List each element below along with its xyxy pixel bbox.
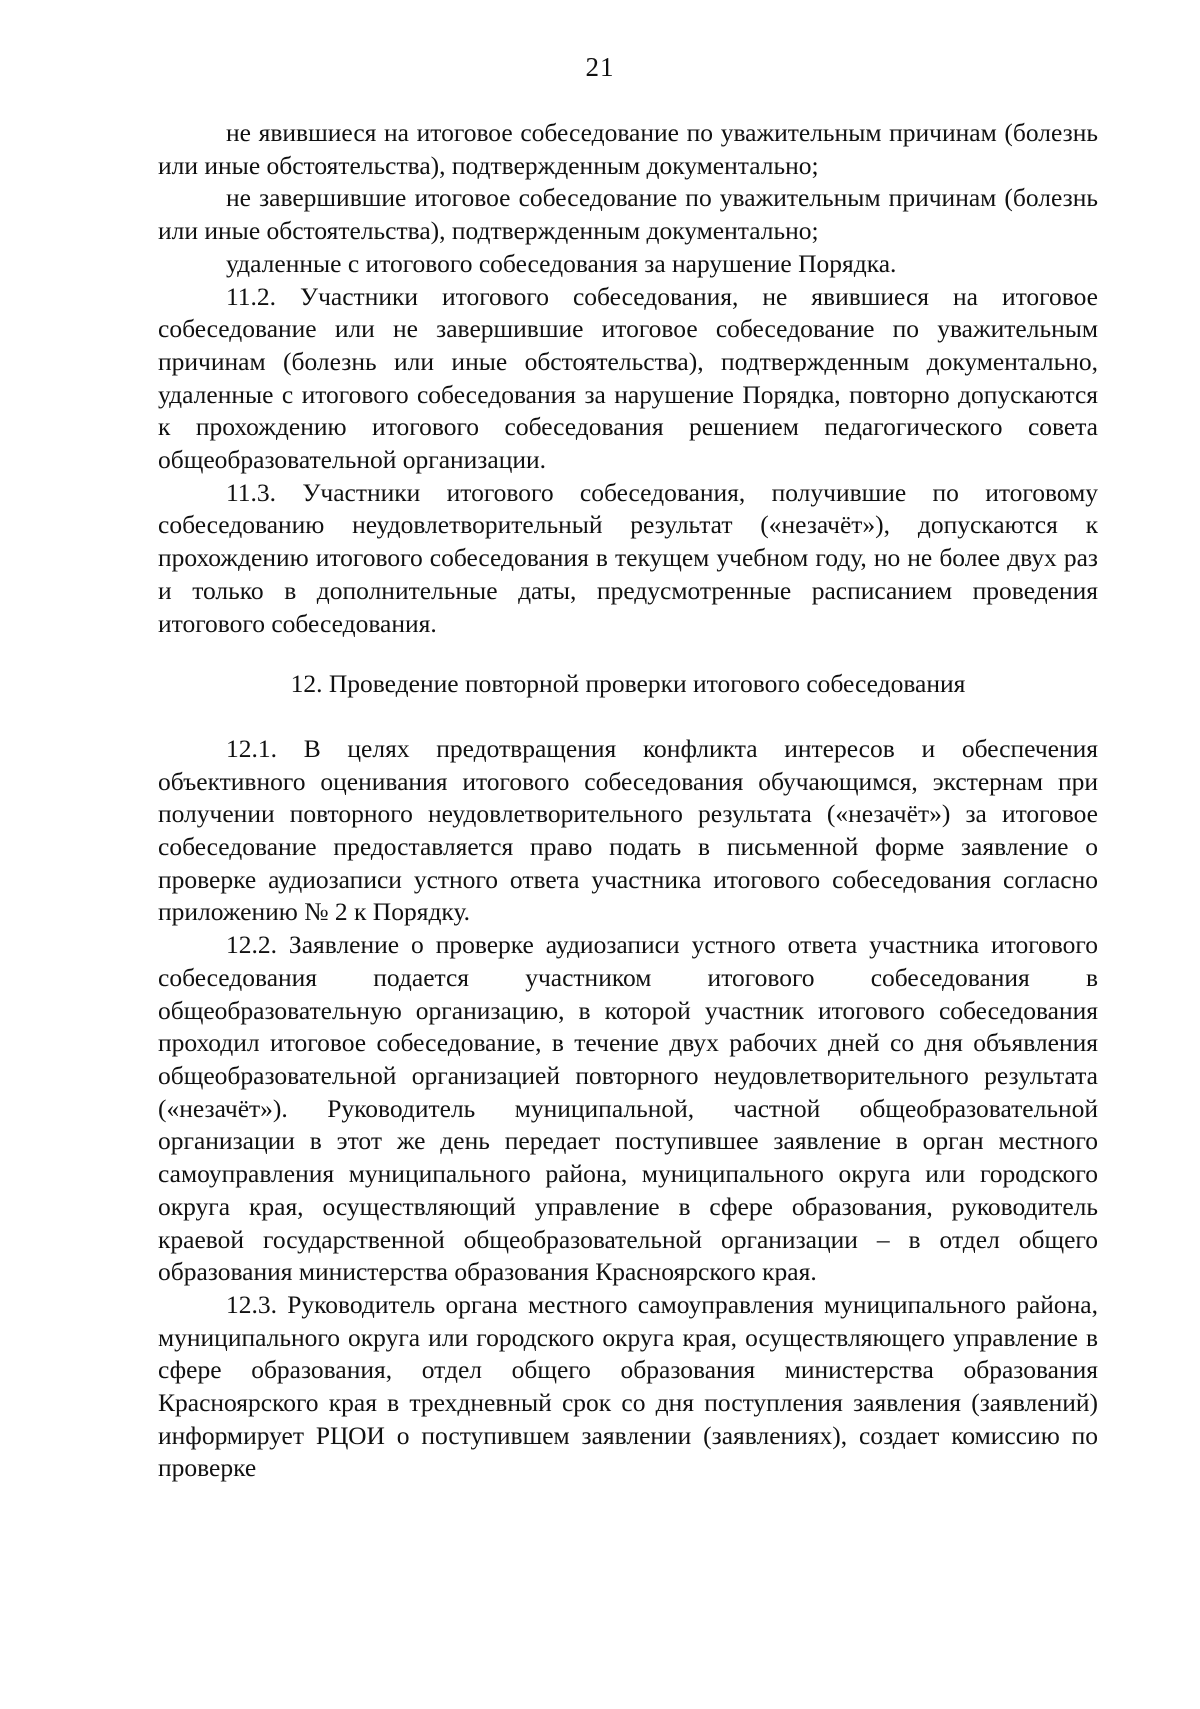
paragraph-11-3: 11.3. Участники итогового собеседования, получившие по итоговому собеседованию неудовлетворительный результат («незачёт»), допускаются к прохождению итогового собеседования в текущем учебном году, но не более двух раз и только в дополнительные даты, предусмотренные расписанием проведения итогового собеседования. bbox=[158, 477, 1098, 638]
paragraph-not-appeared: не явившиеся на итоговое собеседование по уважительным причинам (болезнь или иные обстоятельства), подтвержденным документально; bbox=[158, 118, 1098, 180]
paragraph-12-1: 12.1. В целях предотвращения конфликта интересов и обеспечения объективного оценивания итогового собеседования обучающимся, экстернам при получении повторного неудовлетворительного результата («незачёт») за итоговое собеседование предоставляется право подать в письменной форме заявление о проверке аудиозаписи устного ответа участника итогового собеседования согласно приложению № 2 к Порядку. bbox=[158, 733, 1098, 927]
paragraph-removed: удаленные с итогового собеседования за нарушение Порядка. bbox=[226, 248, 897, 278]
page-number: 21 bbox=[585, 52, 615, 82]
document-body bbox=[158, 117, 1098, 1485]
paragraph-11-2: 11.2. Участники итогового собеседования, не явившиеся на итоговое собеседование или не завершившие итоговое собеседование по уважительным причинам (болезнь или иные обстоятельства), подтвержденным документально, удаленные с итогового собеседования за нарушение Порядка, повторно допускаются к прохождению итогового собеседования решением педагогического совета общеобразовательной организации. bbox=[158, 281, 1098, 475]
paragraph-not-completed: не завершившие итоговое собеседование по уважительным причинам (болезнь или иные обстоятельства), подтвержденным документально; bbox=[158, 183, 1098, 246]
section-heading-12: 12. Проведение повторной проверки итогового собеседования bbox=[290, 669, 966, 699]
paragraph-12-3: 12.3. Руководитель органа местного самоуправления муниципального района, муниципального округа или городского округа края, осуществляющего управление в сфере образования, отдел общего образования министерства образования Красноярского края в трехдневный срок со дня поступления заявления (заявлений) информирует РЦОИ о поступившем заявлении (заявлениях), создает комиссию по проверке bbox=[158, 1289, 1098, 1483]
paragraph-12-2: 12.2. Заявление о проверке аудиозаписи устного ответа участника итогового собеседования подается участником итогового собеседования в общеобразовательную организацию, в которой участник итогового собеседования проходил итоговое собеседование, в течение двух рабочих дней со дня объявления общеобразовательной организацией повторного неудовлетворительного результата («незачёт»). Руководитель муниципальной, частной общеобразовательной организации в этот же день передает поступившее заявление в орган местного самоуправления муниципального района, муниципального округа или городского округа края, осуществляющий управление в сфере образования, руководитель краевой государственной общеобразовательной организации – в отдел общего образования министерства образования Красноярского края. bbox=[158, 930, 1098, 1287]
